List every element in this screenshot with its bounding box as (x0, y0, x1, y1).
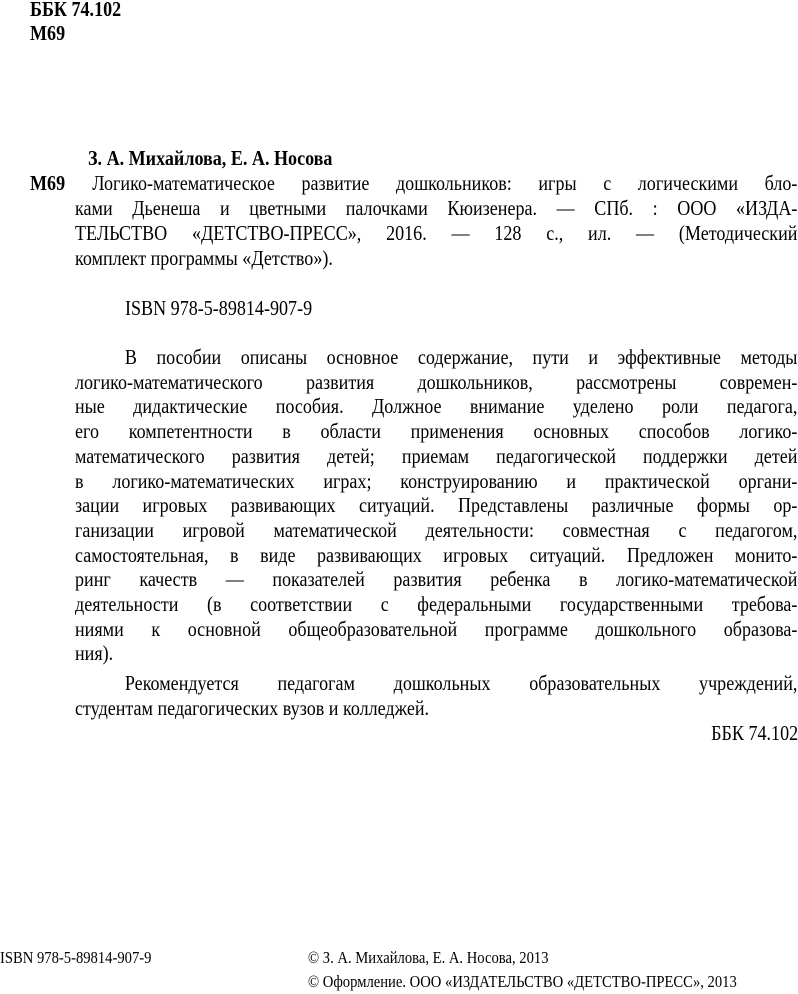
abstract-line: самостоятельная, в виде развивающих игровых ситуаций. Предложен монито- (75, 543, 798, 567)
abstract-line: ганизации игровой математической деятельности: совместная с педагогом, (75, 518, 798, 542)
bbk-bottom: ББК 74.102 (711, 721, 798, 745)
abstract-line: в логико-математических играх; конструированию и практической органи- (75, 469, 798, 493)
isbn: ISBN 978-5-89814-907-9 (125, 296, 313, 320)
abstract-line: ниями к основной общеобразовательной программе дошкольного образова- (75, 617, 798, 641)
abstract-line: ные дидактические пособия. Должное внимание уделено роли педагога, (75, 394, 798, 418)
author-code-header: М69 (30, 21, 66, 45)
copyright-design: © Оформление. ООО «ИЗДАТЕЛЬСТВО «ДЕТСТВО-ПРЕСС», 2013 (308, 972, 737, 991)
bib-line: Логико-математическое развитие дошкольников: игры с логическими бло- (92, 171, 798, 195)
copyright-authors: © З. А. Михайлова, Е. А. Носова, 2013 (308, 948, 549, 967)
bib-line: ТЕЛЬСТВО «ДЕТСТВО-ПРЕСС», 2016. — 128 с., ил. — (Методический (75, 221, 798, 245)
abstract-line: ринг качеств — показателей развития ребенка в логико-математической (75, 567, 798, 591)
entry-code: М69 (30, 171, 66, 195)
bib-line: ками Дьенеша и цветными палочками Кюизенера. — СПб. : ООО «ИЗДА- (75, 196, 798, 220)
abstract-line: деятельности (в соответствии с федеральными государственными требова- (75, 592, 798, 616)
abstract-line: логико-математического развития дошкольников, рассмотрены современ- (75, 370, 798, 394)
bib-line: комплект программы «Детство»). (75, 246, 333, 270)
abstract-line: математического развития детей; приемам педагогической поддержки детей (75, 444, 798, 468)
recommendation-line: Рекомендуется педагогам дошкольных образовательных учреждений, (124, 671, 798, 695)
authors: З. А. Михайлова, Е. А. Носова (88, 146, 333, 170)
bibliographic-description (75, 171, 797, 271)
abstract-line: зации игровых развивающих ситуаций. Представлены различные формы ор- (75, 493, 798, 517)
abstract (75, 345, 797, 725)
abstract-line: ния). (75, 641, 114, 665)
abstract-line: его компетентности в области применения основных способов логико- (75, 419, 798, 443)
abstract-line: В пособии описаны основное содержание, пути и эффективные методы (124, 345, 798, 369)
bbk-header: ББК 74.102 (30, 0, 122, 21)
recommendation-line: студентам педагогических вузов и колледжей. (75, 696, 430, 720)
footer-isbn: ISBN 978-5-89814-907-9 (0, 948, 152, 967)
